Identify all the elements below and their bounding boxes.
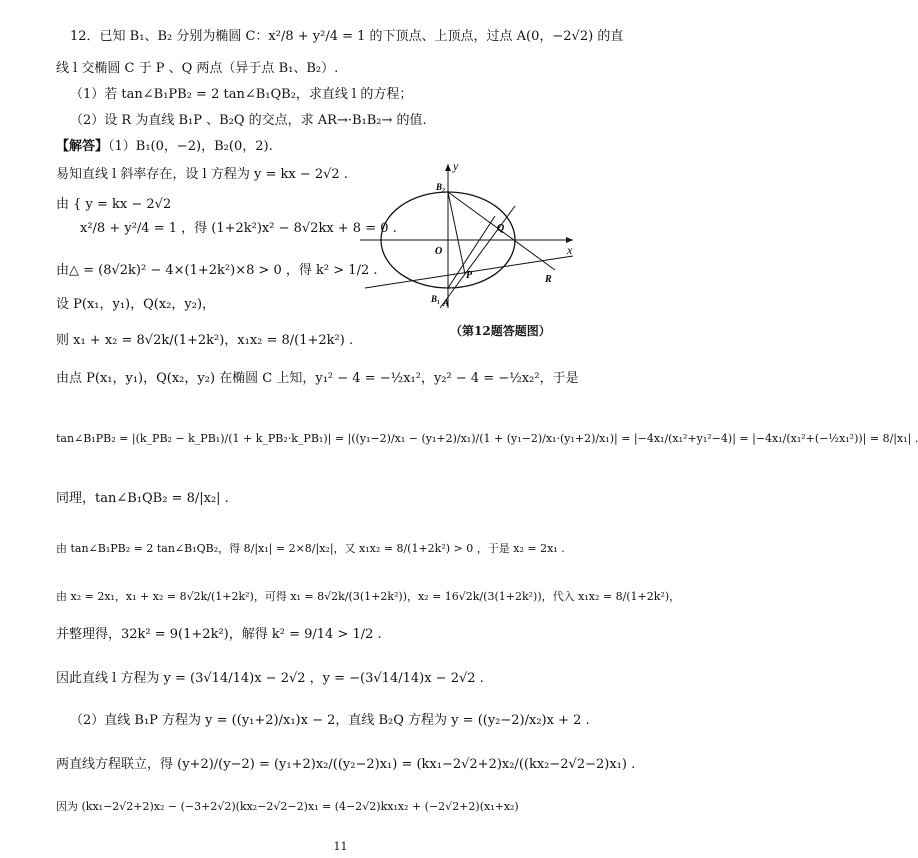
label-origin: O	[435, 246, 443, 257]
label-x: x	[567, 243, 573, 257]
solution-header	[56, 138, 273, 156]
label-b1: B₁	[431, 294, 441, 304]
solution-line-3: 由△ = (8√2k)² − 4×(1+2k²)×8 > 0 ，得 k² > 1/2 .	[56, 263, 378, 278]
label-y: y	[453, 159, 459, 173]
label-a: A	[443, 298, 450, 308]
line-b2p	[448, 192, 465, 274]
solution-line-15: 因为 (kx₁−2√2+2)x₂ − (−3+2√2)(kx₂−2√2−2)x₁ = (4−2√2)kx₁x₂ + (−2√2+2)(x₁+x₂)	[56, 800, 519, 813]
solution-line-14: 两直线方程联立，得 (y+2)/(y−2) = (y₁+2)x₂/((y₂−2)x₁) = (kx₁−2√2+2)x₂/((kx₂−2√2−2)x₁) .	[56, 757, 636, 772]
problem-line-2: 线 l 交椭圆 C 于 P 、Q 两点（异于点 B₁、B₂）.	[56, 61, 339, 76]
figure-caption: （第12题答题图）	[450, 324, 551, 338]
solution-line-10: 由 x₂ = 2x₁，x₁ + x₂ = 8√2k/(1+2k²)，可得 x₁ = 8√2k/(3(1+2k²))，x₂ = 16√2k/(3(1+2k²))，代入 x₁x₂ = 8/(1+2k²)，	[56, 590, 681, 603]
y-axis-arrow	[445, 164, 451, 171]
solution-line-4: 设 P(x₁，y₁)，Q(x₂，y₂)，	[56, 297, 216, 312]
solution-line-11: 并整理得，32k² = 9(1+2k²)，解得 k² = 9/14 > 1/2 .	[56, 627, 382, 642]
solution-line-5: 则 x₁ + x₂ = 8√2k/(1+2k²)，x₁x₂ = 8/(1+2k²) .	[56, 333, 354, 348]
solution-line-9: 由 tan∠B₁PB₂ = 2 tan∠B₁QB₂，得 8/|x₁| = 2×8/|x₂|，又 x₁x₂ = 8/(1+2k²) > 0 ，于是 x₂ = 2x₁ .	[56, 542, 565, 555]
label-q: Q	[497, 223, 505, 234]
solution-line-7: tan∠B₁PB₂ = |(k_PB₂ − k_PB₁)/(1 + k_PB₂·k_PB₁)| = |((y₁−2)/x₁ − (y₁+2)/x₁)/(1 + (y₁−2)/x₁·(y₁+2)/x₁)| = |−4x₁/(x₁²+y₁²−4)| = |−4x₁/(x₁²+(−½x₁²))| = 8/|x₁| .	[56, 432, 918, 445]
label-b2: B₂	[436, 182, 446, 192]
solution-header-rest: （1）B₁(0，−2)，B₂(0，2).	[108, 139, 273, 154]
solution-line-1: 易知直线 l 斜率存在，设 l 方程为 y = kx − 2√2 .	[56, 167, 348, 182]
ellipse-figure	[355, 158, 580, 310]
line-l-steep	[440, 206, 515, 308]
solution-header-label: 【解答】	[56, 139, 109, 154]
label-r: R	[545, 274, 552, 285]
problem-part-1: （1）若 tan∠B₁PB₂ = 2 tan∠B₁QB₂，求直线 l 的方程；	[70, 87, 413, 102]
solution-line-13: （2）直线 B₁P 方程为 y = ((y₁+2)/x₁)x − 2，直线 B₂Q 方程为 y = ((y₂−2)/x₂)x + 2 .	[70, 713, 590, 728]
problem-line-1: 12．已知 B₁、B₂ 分别为椭圆 C：x²/8 + y²/4 = 1 的下顶点、上顶点，过点 A(0，−2√2) 的直	[70, 29, 624, 44]
solution-line-2a: 由 { y = kx − 2√2	[56, 197, 172, 212]
solution-line-2b: x²/8 + y²/4 = 1 ，得 (1+2k²)x² − 8√2kx + 8 = 0 .	[80, 221, 397, 236]
solution-line-6: 由点 P(x₁，y₁)，Q(x₂，y₂) 在椭圆 C 上知，y₁² − 4 = −½x₁²，y₂² − 4 = −½x₂²，于是	[56, 371, 579, 386]
solution-line-8: 同理，tan∠B₁QB₂ = 8/|x₂| .	[56, 491, 229, 506]
label-p: P	[466, 270, 473, 281]
page-number: 11	[333, 840, 348, 853]
problem-part-2: （2）设 R 为直线 B₁P 、B₂Q 的交点，求 AR→·B₁B₂→ 的值.	[70, 113, 427, 128]
solution-line-12: 因此直线 l 方程为 y = (3√14/14)x − 2√2 ，y = −(3√14/14)x − 2√2 .	[56, 671, 484, 686]
